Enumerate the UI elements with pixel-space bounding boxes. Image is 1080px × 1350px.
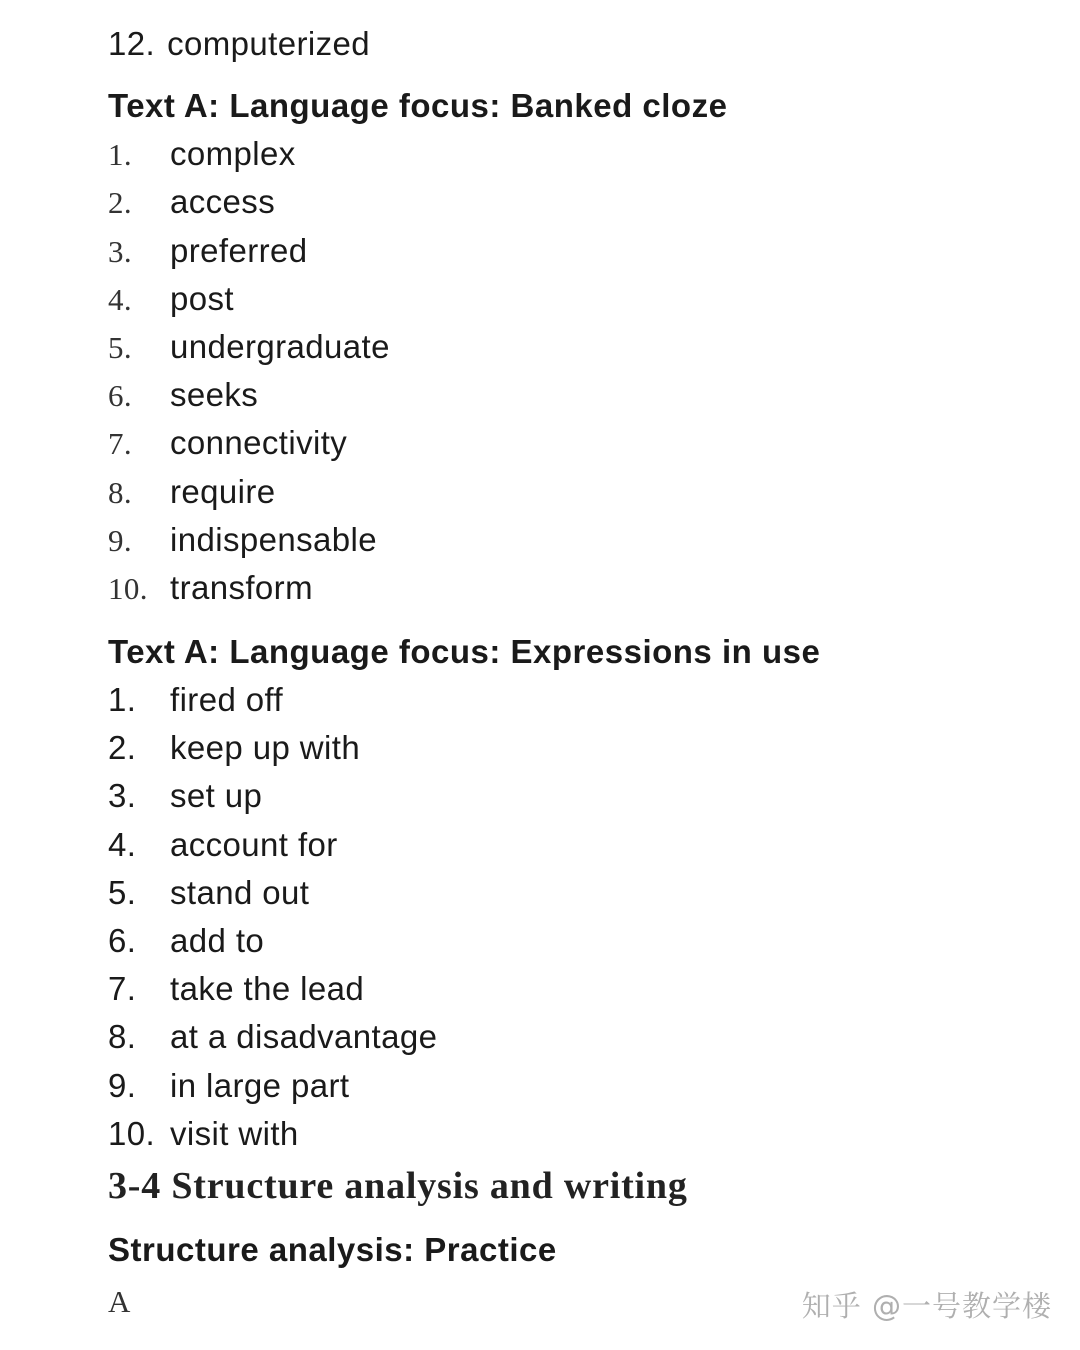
item-number: 1. [108, 137, 133, 173]
item-answer: add to [170, 922, 265, 959]
item-answer: in large part [170, 1066, 350, 1104]
structure-analysis-heading: Structure analysis: Practice [108, 1230, 557, 1268]
list-item [108, 130, 1048, 178]
item-number: 10. [108, 1114, 156, 1152]
item-number: 1. [108, 681, 137, 719]
item-number: 9. [108, 522, 133, 558]
item-number: 8. [108, 474, 133, 510]
expressions-heading: Text A: Language focus: Expressions in use [108, 633, 821, 671]
list-item [108, 516, 1048, 564]
banked-cloze-heading: Text A: Language focus: Banked cloze [108, 87, 728, 125]
item-number: 6. [108, 378, 133, 414]
item-number: 10. [108, 570, 148, 606]
item-answer: take the lead [170, 970, 365, 1008]
item-answer: set up [170, 777, 263, 815]
list-item [108, 676, 1048, 724]
item-number: 2. [108, 185, 133, 221]
item-number: 5. [108, 873, 137, 911]
item-answer: indispensable [170, 520, 378, 558]
list-item [108, 323, 1048, 371]
list-item [108, 772, 1048, 820]
list-item [108, 227, 1048, 275]
banked-cloze-list [108, 130, 1048, 612]
item-number: 3. [108, 777, 137, 815]
list-item [108, 1110, 1048, 1158]
list-item [108, 869, 1048, 917]
item-number: 2. [108, 729, 137, 767]
item-answer: visit with [170, 1114, 299, 1152]
item-answer: keep up with [170, 729, 361, 767]
list-item [108, 275, 1048, 323]
item-number: 4. [108, 825, 137, 863]
list-item [108, 1013, 1048, 1061]
list-item [108, 178, 1048, 226]
item-number: 5. [108, 329, 133, 365]
item-answer: preferred [170, 231, 308, 269]
item-number: 8. [108, 1018, 137, 1056]
item-answer: stand out [170, 873, 310, 911]
item-number: 12. [108, 25, 156, 62]
item-answer: connectivity [170, 424, 348, 462]
item-answer: at a disadvantage [170, 1018, 438, 1056]
answer-item-12 [108, 20, 1048, 68]
expressions-list [108, 676, 1048, 1158]
item-number: 9. [108, 1066, 137, 1104]
item-number: 7. [108, 426, 133, 462]
item-answer: require [170, 472, 276, 510]
list-item [108, 564, 1048, 612]
item-answer: seeks [170, 376, 259, 414]
item-answer: access [170, 183, 276, 221]
item-answer: fired off [170, 681, 284, 719]
item-number: 6. [108, 922, 137, 959]
list-item [108, 965, 1048, 1013]
list-item [108, 468, 1048, 516]
list-item [108, 821, 1048, 869]
item-answer: complex [170, 135, 296, 173]
item-number: 4. [108, 281, 133, 317]
structure-analysis-answer: A [108, 1283, 131, 1319]
section-title: 3-4 Structure analysis and writing [108, 1164, 688, 1207]
item-answer: undergraduate [170, 327, 390, 365]
list-item [108, 371, 1048, 419]
item-number: 3. [108, 233, 133, 269]
item-answer: account for [170, 825, 338, 863]
item-answer: computerized [167, 25, 370, 62]
item-answer: post [170, 279, 234, 317]
item-number: 7. [108, 970, 137, 1008]
list-item [108, 917, 1048, 965]
item-answer: transform [170, 568, 313, 606]
watermark: 知乎 @一号教学楼 [801, 1289, 1052, 1323]
list-item [108, 419, 1048, 467]
list-item [108, 1062, 1048, 1110]
document-page [108, 20, 1048, 1326]
list-item [108, 724, 1048, 772]
